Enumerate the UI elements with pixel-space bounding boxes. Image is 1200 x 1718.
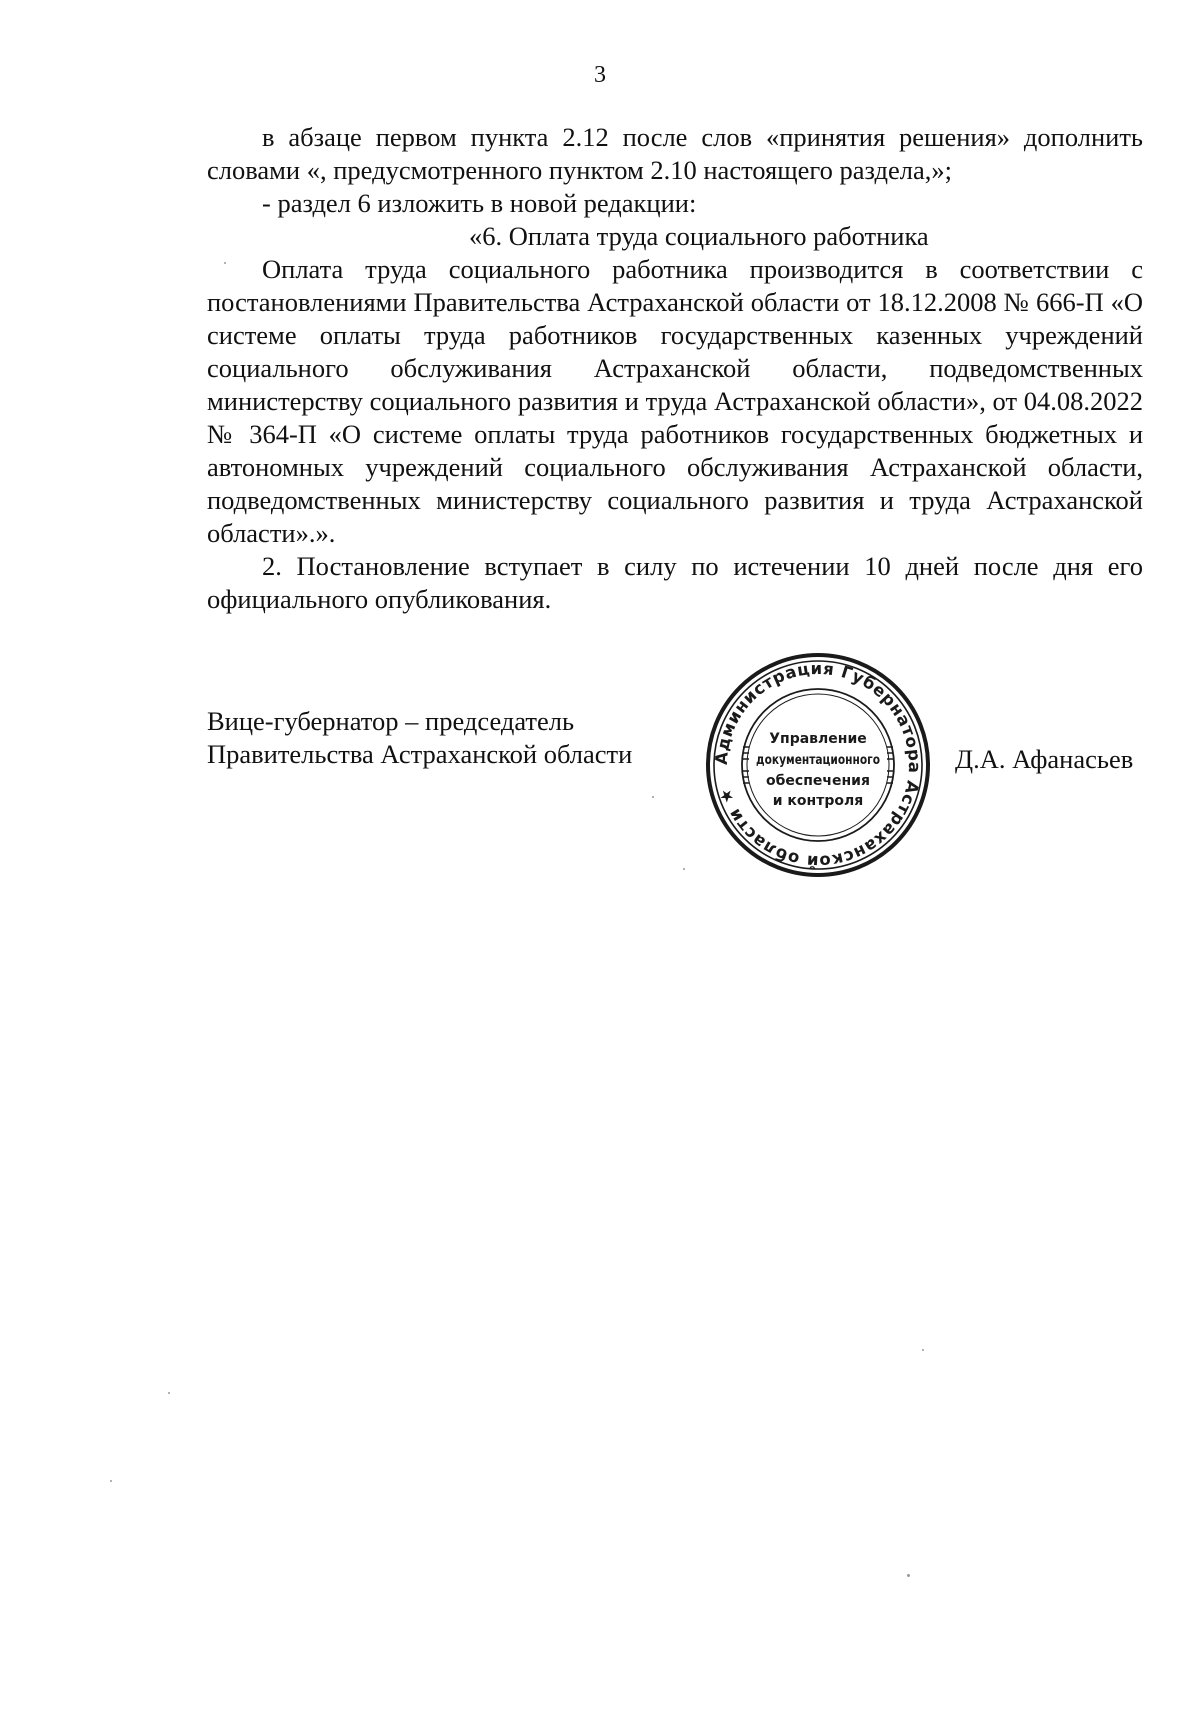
- signer-name: Д.А. Афанасьев: [955, 744, 1134, 774]
- scan-speck: [224, 262, 226, 264]
- scan-speck: [907, 1574, 910, 1577]
- seal-center-line-3: обеспечения: [766, 773, 870, 789]
- paragraph-entry-into-force: 2. Постановление вступает в силу по истечении 10 дней после дня его официального опубликования.: [207, 551, 1143, 614]
- page-number: 3: [594, 62, 606, 88]
- document-body: [207, 121, 1143, 616]
- scan-speck: [168, 1392, 170, 1394]
- seal-center-line-1: Управление: [769, 731, 867, 747]
- paragraph-section-6-intro: - раздел 6 изложить в новой редакции:: [262, 188, 697, 218]
- scan-speck: [683, 868, 685, 870]
- signature-position: [207, 705, 677, 771]
- scan-speck: [652, 796, 654, 798]
- seal-center-line-2: документационного: [756, 753, 881, 768]
- seal-outer-text: Администрация Губернатора Астраханской области ★: [711, 658, 925, 872]
- section-6-heading: «6. Оплата труда социального работника: [469, 221, 929, 251]
- official-seal-icon: [703, 650, 933, 880]
- signature-position-line-2: Правительства Астраханской области: [207, 739, 633, 769]
- scan-speck: [922, 1349, 924, 1351]
- paragraph-amendment-2-12: в абзаце первом пункта 2.12 после слов «принятия решения» дополнить словами «, предусмотренного пунктом 2.10 настоящего раздела,»;: [207, 122, 1143, 185]
- paragraph-section-6-text: Оплата труда социального работника производится в соответствии с постановлениями Правительства Астраханской области от 18.12.2008 № 666-П «О системе оплаты труда работников государственных казенных учреждений социального обслуживания Астраханской области, подведомственных министерству социального развития и труда Астраханской области», от 04.08.2022 № 364-П «О системе оплаты труда работников государственных бюджетных и автономных учреждений социального обслуживания Астраханской области, подведомственных министерству социального развития и труда Астраханской области».».: [207, 254, 1143, 548]
- signature-position-line-1: Вице-губернатор – председатель: [207, 706, 575, 736]
- seal-center-line-4: и контроля: [772, 793, 864, 809]
- scan-speck: [110, 1480, 112, 1482]
